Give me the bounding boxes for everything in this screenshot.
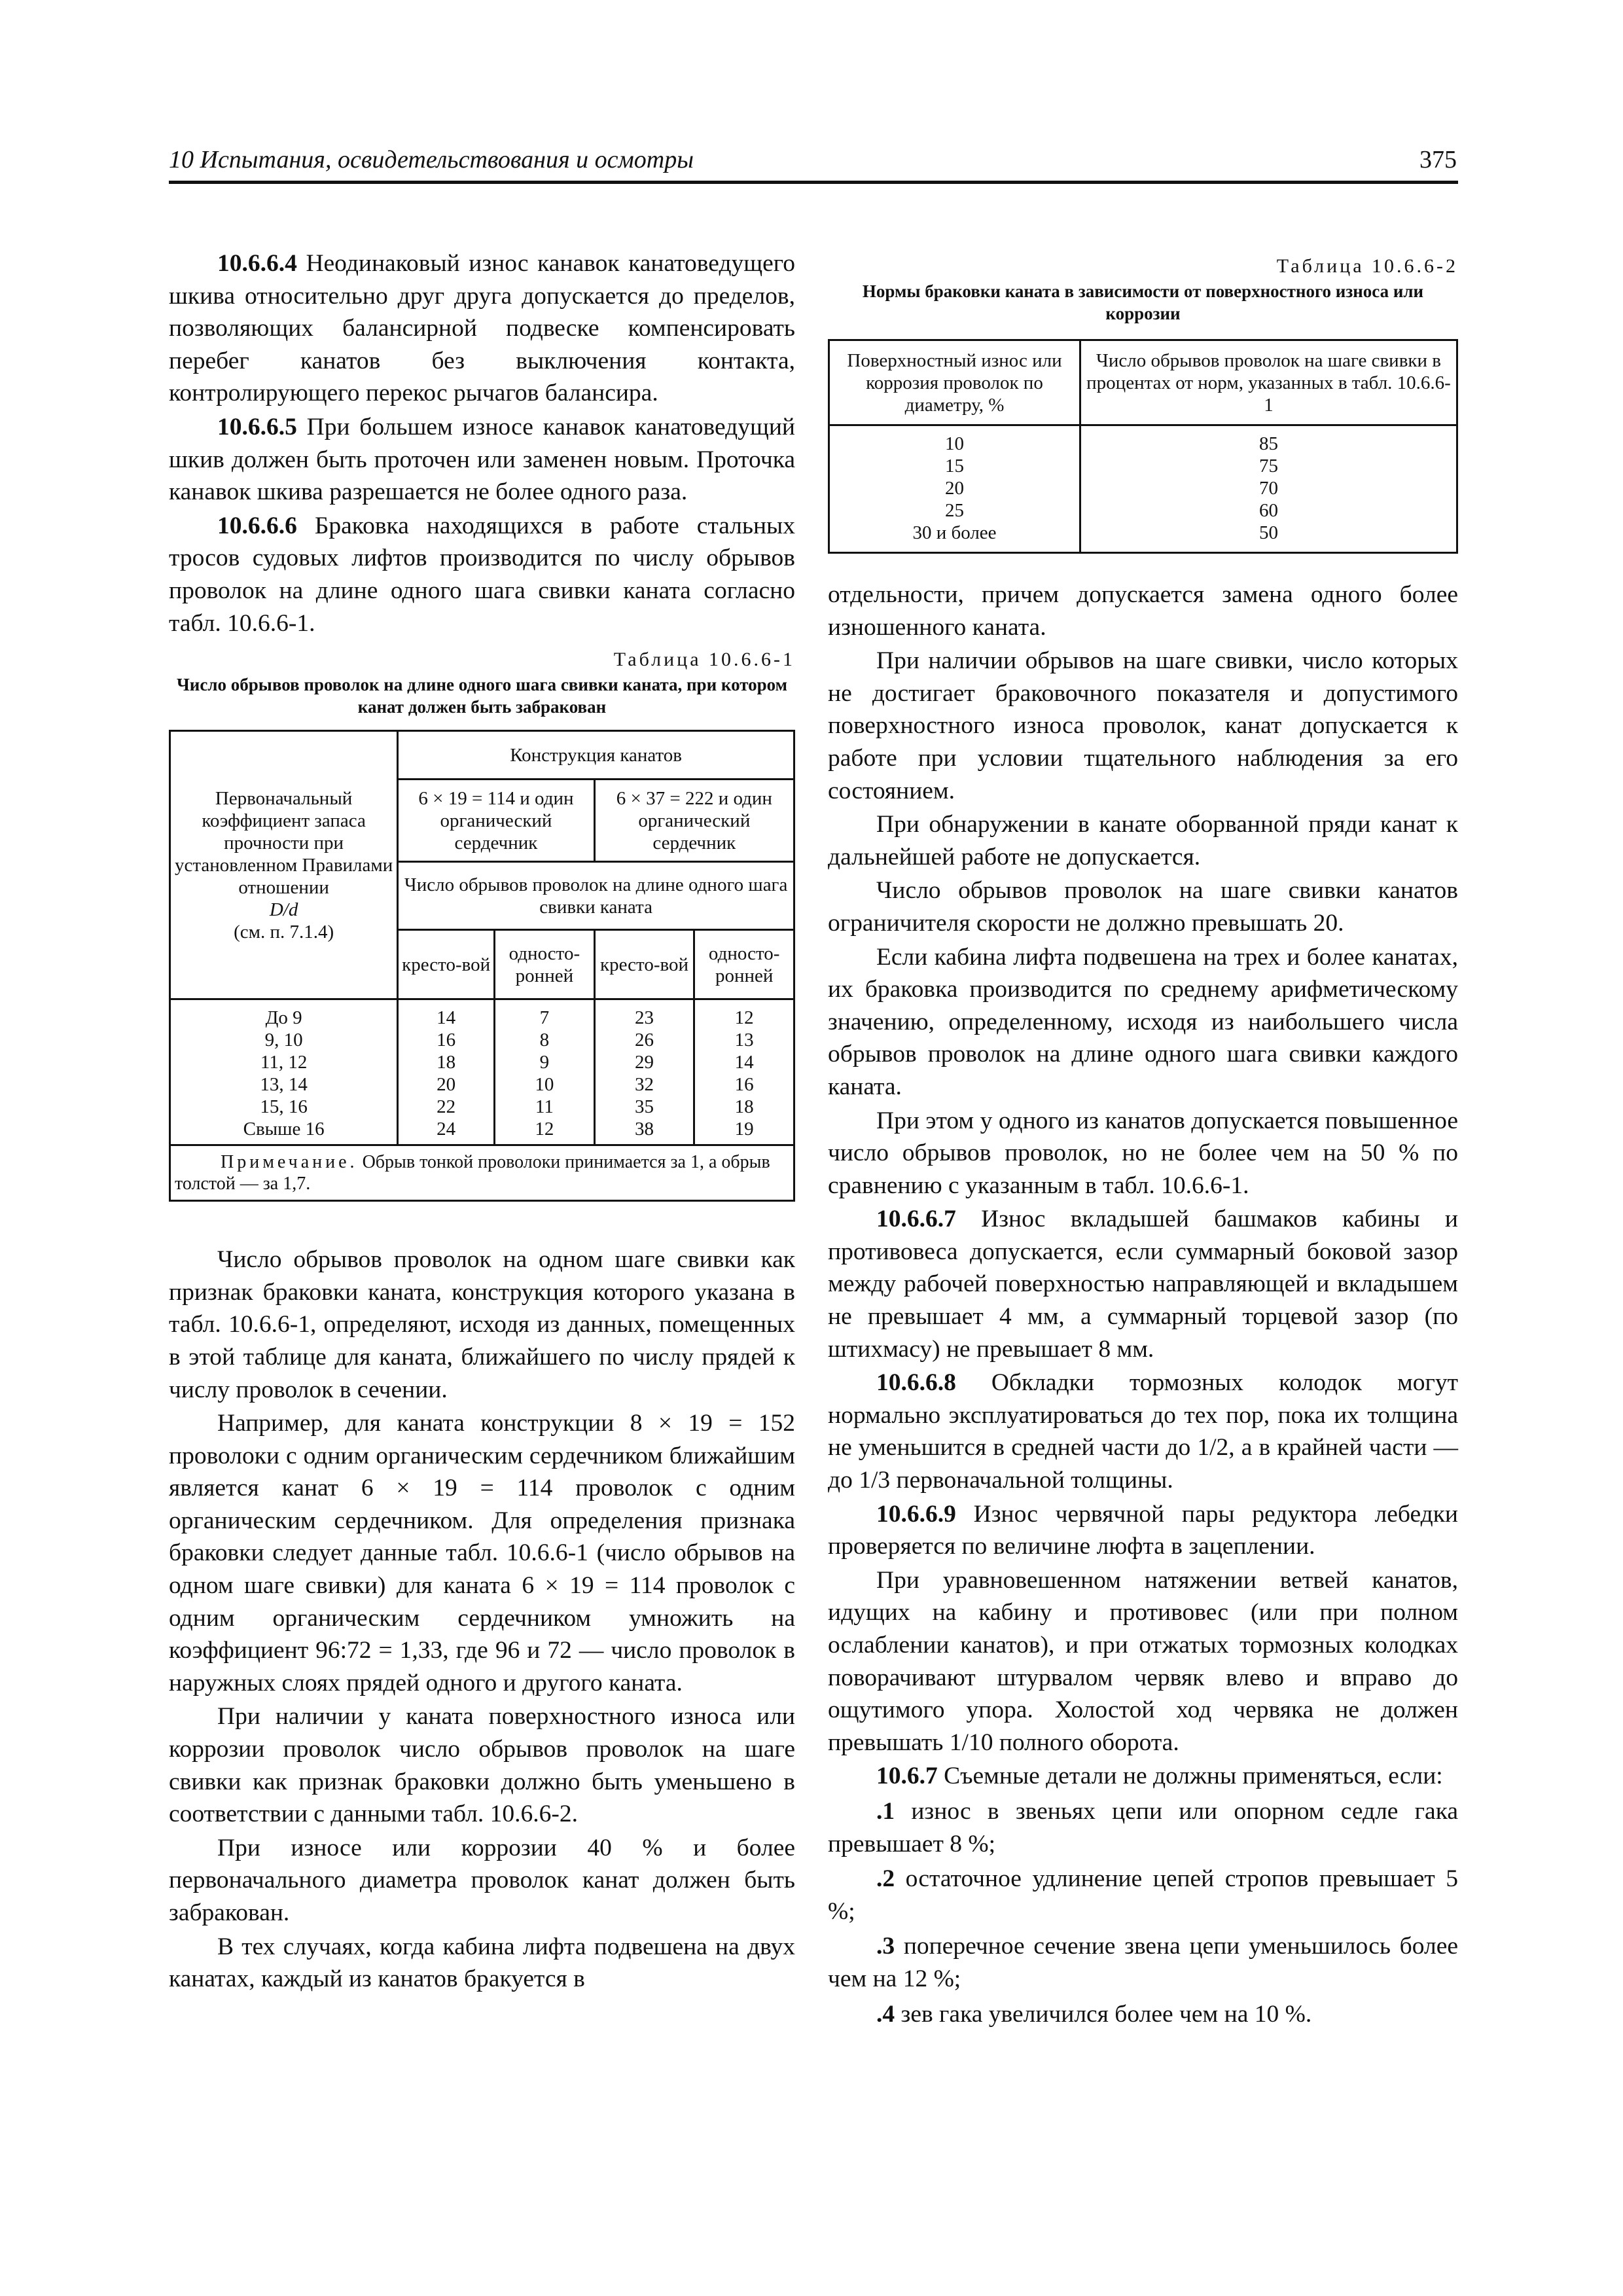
paragraph-two-ropes: В тех случаях, когда кабина лифта подвешена на двух канатах, каждый из канатов бракуется в [169,1933,795,1993]
col-safety-factor: До 9 9, 10 11, 12 13, 14 15, 16 Свыше 16 [170,999,398,1145]
right-column [828,254,1458,2030]
col-norm-percent: 85 75 70 60 50 [1080,425,1457,553]
col-6x19-single: 7 8 9 10 11 12 [495,999,595,1145]
list-item-1 [828,1795,1458,1860]
subheader-cross-2: кресто-вой [594,930,694,999]
row-header-ref: (см. п. 7.1.4) [234,921,334,942]
paragraph-10-6-6-8 [828,1367,1458,1496]
table-caption-number: Таблица 10.6.6-2 [1276,255,1458,277]
paragraph-10-6-6-7 [828,1203,1458,1365]
paragraph-three-ropes: Если кабина лифта подвешена на трех и более канатах, их браковка производится по среднему арифметическому значению, определенному, исходя из наибольшего числа обрывов проволок на длине одного шага свивки каждого каната. [828,943,1458,1100]
breaks-header: Число обрывов проволок на длине одного шага свивки каната [398,862,794,930]
paragraph-text: Износ вкладышей башмаков кабины и противовеса допускается, если суммарный боковой зазор между рабочей поверхностью направляющей и вкладышем не превышает 4 мм, а суммарный торцевой зазор (по штихмасу) не превышает 8 мм. [828,1206,1458,1363]
list-item-2 [828,1863,1458,1928]
row-header-text: Первоначальный коэффициент запаса прочности при установленном Правилами отношении [174,787,393,898]
paragraph-worm-check: При уравновешенном натяжении ветвей канатов, идущих на кабину и противовес (или при полном ослаблении канатов), и при отжатых тормозных колодках поворачивают штурвалом червяк влево и вправо до ощутимого упора. Холостой ход червяка не должен превышать 1/10 полного оборота. [828,1566,1458,1756]
list-number: .2 [876,1865,895,1893]
header-breaks-percent: Число обрывов проволок на шаге свивки в процентах от норм, указанных в табл. 10.6.6-1 [1080,340,1457,425]
construction-header: Конструкция канатов [398,731,794,780]
paragraph-10-6-6-9 [828,1498,1458,1563]
paragraph-40-percent: При износе или коррозии 40 % и более первоначального диаметра проволок канат должен быть забракован. [169,1834,795,1926]
paragraph-broken-strand: При обнаружении в канате оборванной пряди канат к дальнейшей работе не допускается. [828,811,1458,870]
paragraph-text: Износ червячной пары редуктора лебедки проверяется по величине люфта в зацеплении. [828,1500,1458,1560]
clause-number: 10.6.6.9 [876,1500,956,1528]
subheader-single-1: односто-ронней [495,930,595,999]
clause-number: 10.6.6.7 [876,1206,956,1233]
list-number: .4 [876,2000,895,2028]
list-item-3 [828,1930,1458,1995]
table-10-6-6-2 [828,339,1458,554]
col-6x19-cross: 14 16 18 20 22 24 [398,999,495,1145]
paragraph-breaks-rule: Число обрывов проволок на одном шаге свивки как признак браковки каната, конструкция которого указана в табл. 10.6.6-1, определяют, исходя из данных, помещенных в этой таблице для каната, ближайшего по числу прядей к числу проволок в сечении. [169,1246,795,1403]
paragraph-increased-breaks: При этом у одного из канатов допускается повышенное число обрывов проволок, но не более чем на 50 % по сравнению с указанным в табл. 10.6.6-1. [828,1107,1458,1199]
paragraph-text: Обкладки тормозных колодок могут нормально эксплуатироваться до тех пор, пока их толщина не уменьшится в средней части до 1/2, а в крайней части — до 1/3 первоначальной толщины. [828,1369,1458,1494]
clause-number: 10.6.7 [876,1763,938,1790]
paragraph-10-6-7 [828,1760,1458,1793]
left-column [169,247,795,1996]
clause-number: 10.6.6.6 [217,512,297,539]
running-header [169,143,1458,184]
note-text: Обрыв тонкой проволоки принимается за 1, а обрыв толстой — за 1,7. [175,1152,770,1194]
list-item-4 [828,1998,1458,2031]
table-10-6-6-1 [169,730,795,1202]
paragraph-10-6-6-6 [169,510,795,639]
list-number: .1 [876,1797,895,1825]
header-title: 10 Испытания, освидетельствования и осмотры [169,146,694,173]
clause-number: 10.6.6.4 [217,250,297,277]
clause-number: 10.6.6.5 [217,413,297,440]
paragraph-10-6-6-5 [169,411,795,509]
list-number: .3 [876,1933,895,1960]
table-10-6-6-2-block [828,254,1458,554]
paragraph-text: Браковка находящихся в работе стальных тросов судовых лифтов производится по числу обрывов проволок на длине одного шага свивки каната согласно табл. 10.6.6-1. [169,512,795,637]
note-label: Примечание. [221,1152,358,1173]
list-text: остаточное удлинение цепей стропов превышает 5 %; [828,1865,1458,1925]
col-6x37-cross: 23 26 29 32 35 38 [594,999,694,1145]
row-header-ratio: D/d [269,899,298,920]
list-text: износ в звеньях цепи или опорном седле гака превышает 8 %; [828,1797,1458,1857]
row-header-cell [170,731,398,999]
col-6x37-single: 12 13 14 16 18 19 [694,999,794,1145]
paragraph-continuation: отдельности, причем допускается замена одного более изношенного каната. [828,581,1458,641]
paragraph-text: Неодинаковый износ канавок канатоведущего шкива относительно друг друга допускается до пределов, позволяющих балансирной подвеске компенсировать перебег канатов без выключения контакта, контролирующего перекос рычагов балансира. [169,250,795,407]
paragraph-speed-limiter: Число обрывов проволок на шаге свивки канатов ограничителя скорости не должно превышать 20. [828,877,1458,937]
table-caption-number: Таблица 10.6.6-1 [613,649,795,671]
paragraph-10-6-6-4 [169,247,795,410]
paragraph-text: При большем износе канавок канатоведущий шкив должен быть проточен или заменен новым. Проточка канавок шкива разрешается не более одного раза. [169,413,795,506]
table-note [170,1145,794,1201]
col-wear-percent: 10 15 20 25 30 и более [829,425,1080,553]
subheader-single-2: односто-ронней [694,930,794,999]
header-wear: Поверхностный износ или коррозия проволок по диаметру, % [829,340,1080,425]
paragraph-breaks-monitoring: При наличии обрывов на шаге свивки, число которых не достигает браковочного показателя и допустимого поверхностного износа проволок, канат допускается к работе при условии тщательного наблюдения за его состоянием. [828,647,1458,804]
construction-6x19: 6 × 19 = 114 и один органический сердечник [398,780,594,862]
construction-6x37: 6 × 37 = 222 и один органический сердечник [594,780,794,862]
table-caption-title: Число обрывов проволок на длине одного шага свивки каната, при котором канат должен быть забракован [176,675,788,717]
list-text: поперечное сечение звена цепи уменьшилось более чем на 12 %; [828,1933,1458,1992]
table-10-6-6-1-block [169,647,795,1202]
paragraph-example: Например, для каната конструкции 8 × 19 = 152 проволоки с одним органическим сердечником ближайшим является канат 6 × 19 = 114 проволок с одним органическим сердечником. Для определения признака браковки следует данные табл. 10.6.6-1 (число обрывов на одном шаге свивки) для каната 6 × 19 = 114 проволок с одним органическим сердечником умножить на коэффициент 96:72 = 1,33, где 96 и 72 — число проволок в наружных слоях прядей одного и другого каната. [169,1410,795,1696]
paragraph-text: Съемные детали не должны применяться, если: [937,1763,1443,1790]
clause-number: 10.6.6.8 [876,1369,956,1397]
paragraph-wear-reduction: При наличии у каната поверхностного износа или коррозии проволок число обрывов проволок на шаге свивки как признак браковки должно быть уменьшено в соответствии с данными табл. 10.6.6-2. [169,1703,795,1828]
subheader-cross-1: кресто-вой [398,930,495,999]
table-caption-title: Нормы браковки каната в зависимости от поверхностного износа или коррозии [862,281,1424,323]
list-text: зев гака увеличился более чем на 10 %. [895,2000,1312,2028]
page-number: 375 [1419,146,1457,173]
